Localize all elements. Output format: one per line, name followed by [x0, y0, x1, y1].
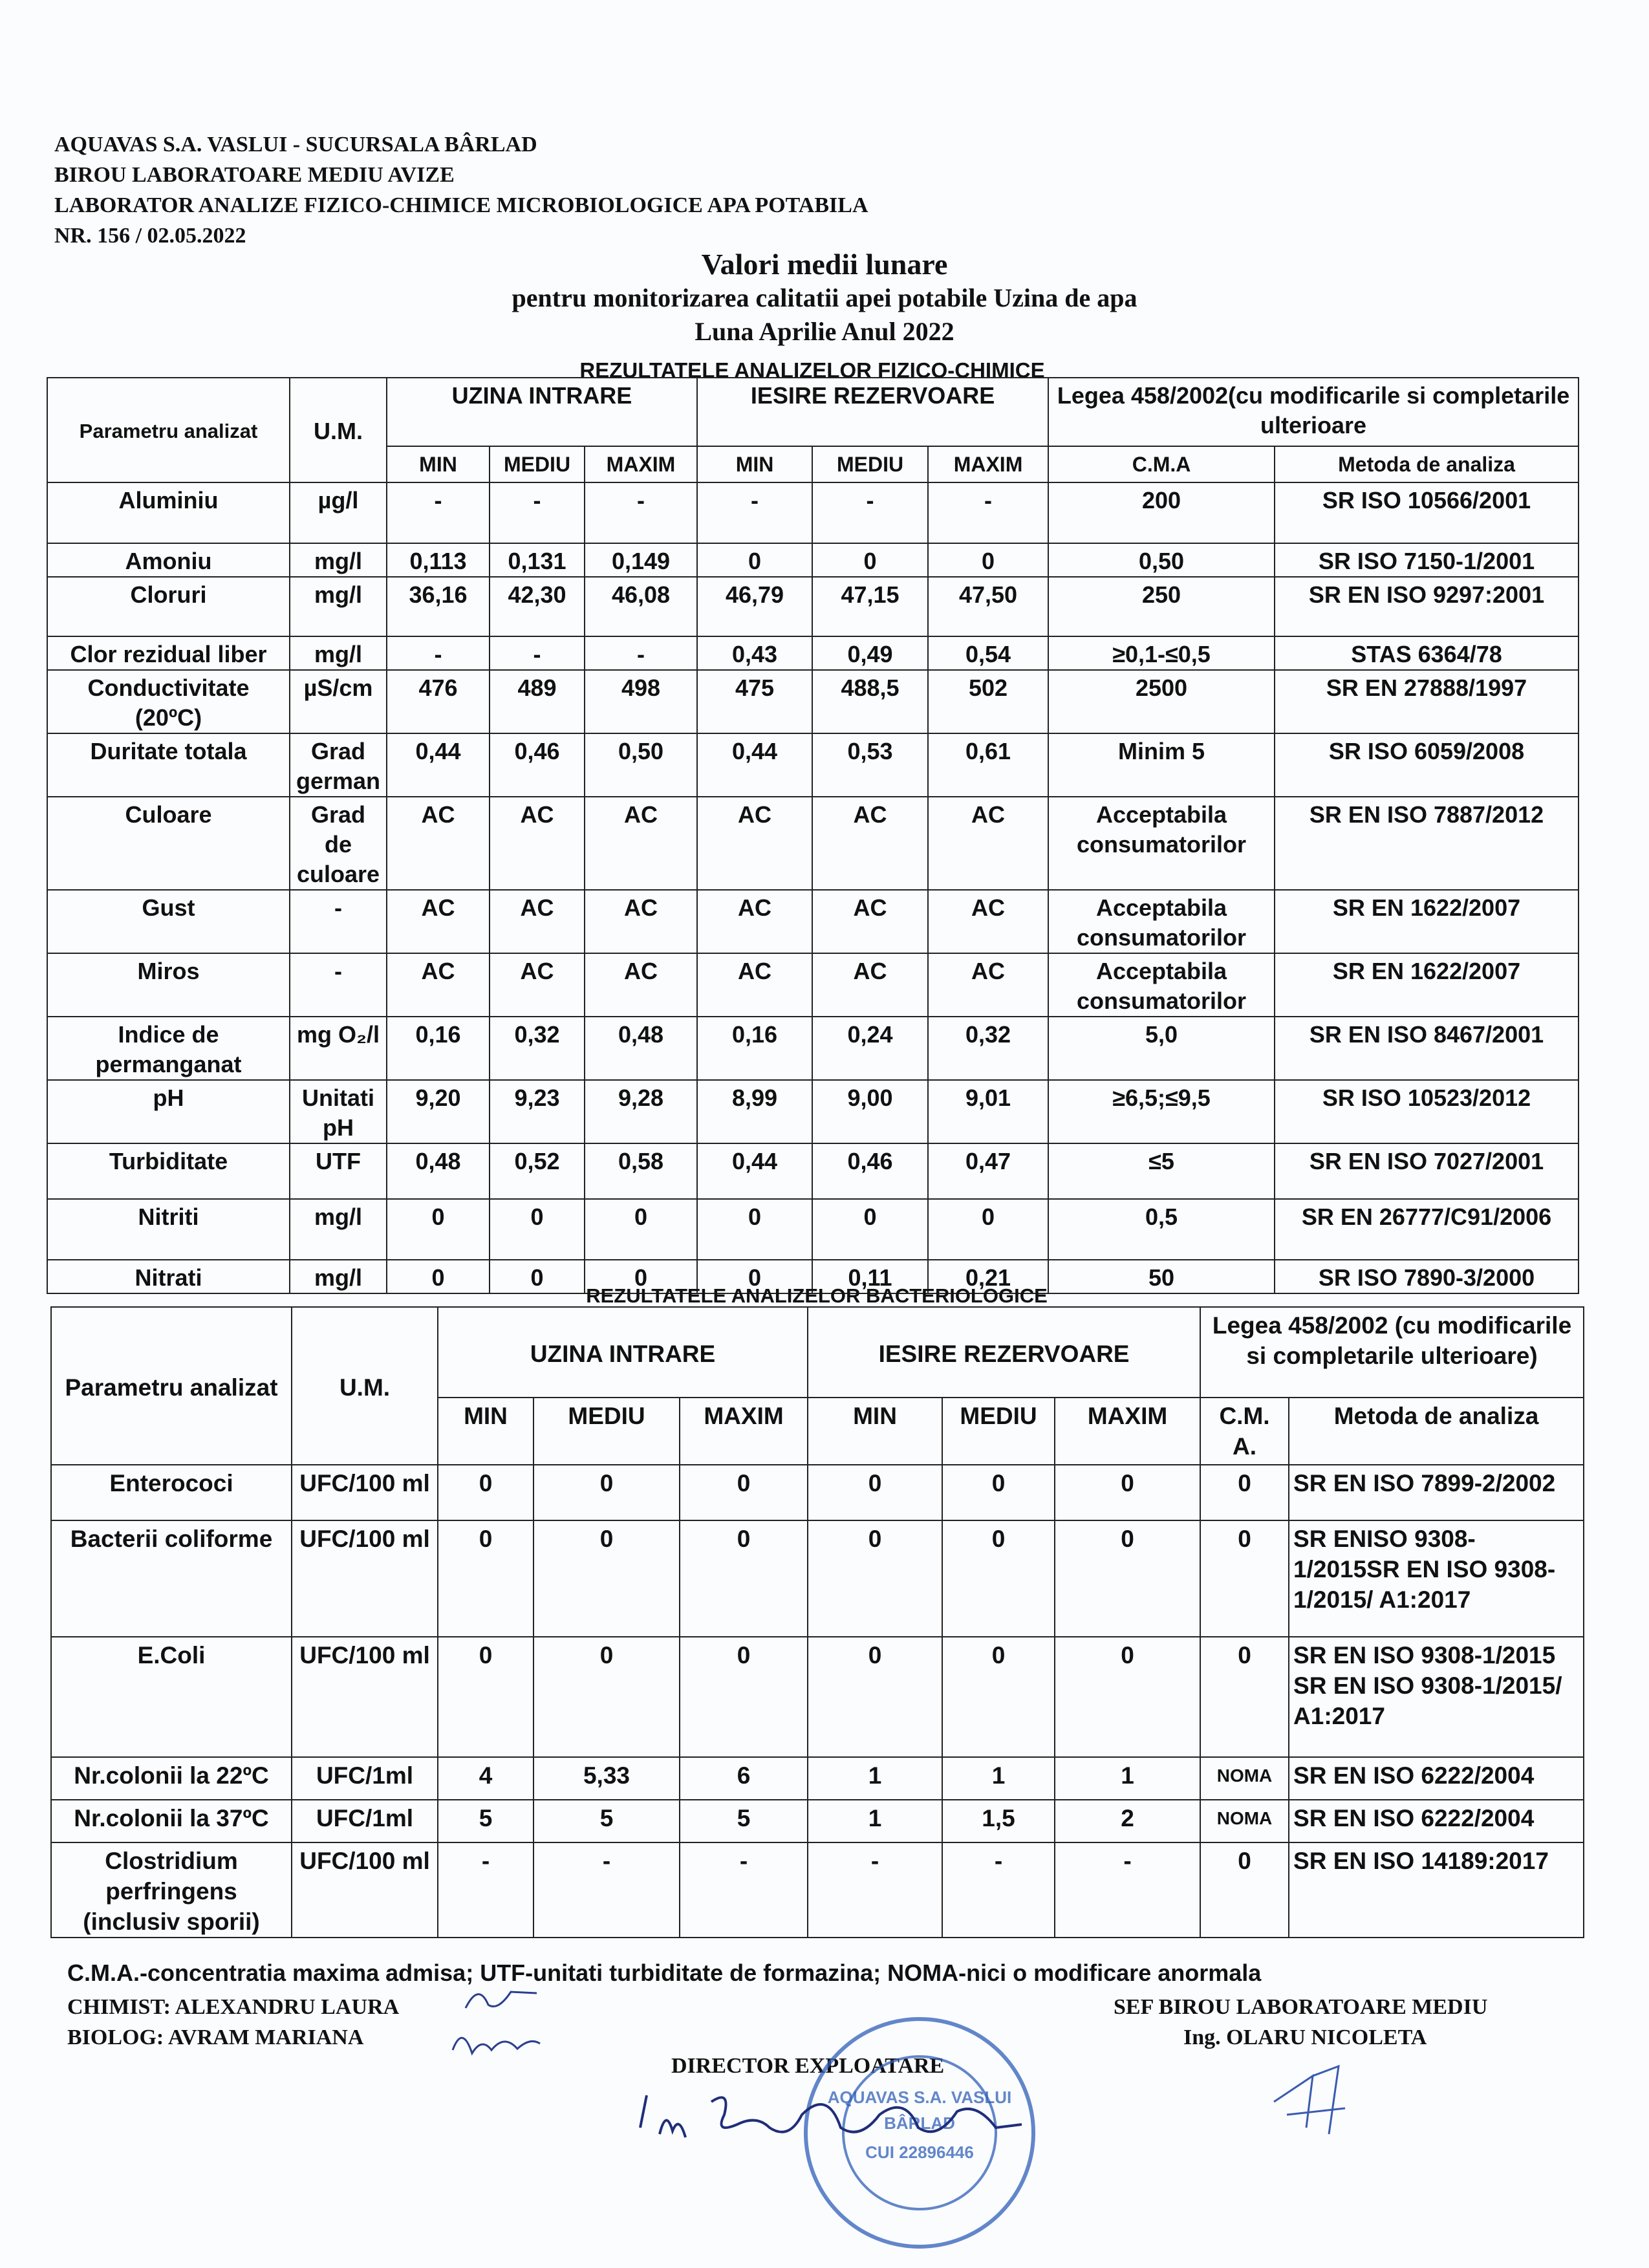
fc-cell-cma: 250 — [1048, 577, 1275, 636]
fc-cell-method: SR EN 1622/2007 — [1275, 953, 1579, 1017]
fc-cell-in-mean: 0,52 — [490, 1143, 585, 1199]
fc-header-reservoir-output: IESIRE REZERVOARE — [697, 378, 1048, 446]
fc-header-parameter: Parametru analizat — [47, 378, 290, 482]
fc-cell-out-max: 0,32 — [928, 1017, 1048, 1080]
bact-cell-cma: 0 — [1200, 1637, 1289, 1757]
fc-cell-in-max: - — [585, 482, 697, 543]
bact-row — [51, 1757, 1584, 1800]
fc-cell-method: SR ISO 7150-1/2001 — [1275, 543, 1579, 577]
fc-cell-in-min: 0 — [387, 1260, 490, 1293]
fc-cell-out-mean: 0 — [812, 1199, 928, 1260]
fc-cell-out-mean: 9,00 — [812, 1080, 928, 1143]
fc-cell-out-max: 0,54 — [928, 636, 1048, 670]
bact-cell-unit: UFC/1ml — [292, 1800, 438, 1842]
bact-header-unit: U.M. — [292, 1307, 438, 1465]
fc-cell-unit: mg/l — [290, 1260, 387, 1293]
fc-cell-in-max: 498 — [585, 670, 697, 733]
fc-cell-out-mean: AC — [812, 797, 928, 890]
bact-cell-cma: 0 — [1200, 1520, 1289, 1637]
fc-cell-in-min: AC — [387, 890, 490, 953]
bact-header-cma: C.M. A. — [1200, 1398, 1289, 1465]
fc-row — [47, 797, 1579, 890]
bact-header-method: Metoda de analiza — [1289, 1398, 1584, 1465]
bact-cell-unit: UFC/100 ml — [292, 1842, 438, 1938]
fc-cell-out-min: AC — [697, 953, 812, 1017]
fc-cell-in-min: 0,44 — [387, 733, 490, 797]
fc-header-mean: MEDIU — [812, 446, 928, 482]
bact-cell-unit: UFC/100 ml — [292, 1637, 438, 1757]
bact-cell-method: SR EN ISO 14189:2017 — [1289, 1842, 1584, 1938]
fc-cell-cma: Acceptabila consumatorilor — [1048, 953, 1275, 1017]
fc-cell-out-mean: 47,15 — [812, 577, 928, 636]
bact-cell-in-min: 0 — [438, 1465, 534, 1520]
fc-cell-in-min: 0,113 — [387, 543, 490, 577]
fc-cell-cma: 200 — [1048, 482, 1275, 543]
fc-cell-out-mean: 488,5 — [812, 670, 928, 733]
fc-cell-parameter: Clor rezidual liber — [47, 636, 290, 670]
fc-cell-parameter: Amoniu — [47, 543, 290, 577]
bact-row — [51, 1465, 1584, 1520]
bact-cell-in-mean: - — [534, 1842, 680, 1938]
fc-cell-out-min: 8,99 — [697, 1080, 812, 1143]
fc-cell-out-min: AC — [697, 890, 812, 953]
fc-cell-out-mean: 0,46 — [812, 1143, 928, 1199]
fc-row — [47, 953, 1579, 1017]
biologist-signature-line: BIOLOG: AVRAM MARIANA — [67, 2025, 364, 2049]
fc-header-method: Metoda de analiza — [1275, 446, 1579, 482]
fc-row — [47, 670, 1579, 733]
company-line: AQUAVAS S.A. VASLUI - SUCURSALA BÂRLAD — [54, 133, 537, 157]
fc-cell-out-max: AC — [928, 797, 1048, 890]
bact-row — [51, 1842, 1584, 1938]
bact-section-title: REZULTATELE ANALIZELOR BACTERIOLOGICE — [586, 1284, 1048, 1307]
fc-cell-out-min: 0 — [697, 1260, 812, 1293]
physico-chemical-table — [47, 377, 1579, 1294]
bact-cell-cma: 0 — [1200, 1842, 1289, 1938]
fc-cell-parameter: Nitrati — [47, 1260, 290, 1293]
fc-cell-unit: µg/l — [290, 482, 387, 543]
bact-header-min: MIN — [808, 1398, 942, 1465]
fc-cell-in-min: - — [387, 482, 490, 543]
fc-cell-in-mean: 0 — [490, 1199, 585, 1260]
fc-cell-out-min: 475 — [697, 670, 812, 733]
bact-header-law: Legea 458/2002 (cu modificarile si completarile ulterioare) — [1200, 1307, 1584, 1398]
svg-text:BÂRLAD: BÂRLAD — [884, 2113, 955, 2133]
fc-cell-unit: mg/l — [290, 543, 387, 577]
fc-row — [47, 1017, 1579, 1080]
fc-cell-cma: Minim 5 — [1048, 733, 1275, 797]
bact-cell-out-min: - — [808, 1842, 942, 1938]
bact-cell-method: SR EN ISO 9308-1/2015 SR EN ISO 9308-1/2015/ A1:2017 — [1289, 1637, 1584, 1757]
bact-cell-out-min: 0 — [808, 1520, 942, 1637]
fc-header-mean: MEDIU — [490, 446, 585, 482]
fc-cell-method: SR EN ISO 7027/2001 — [1275, 1143, 1579, 1199]
fc-cell-in-mean: 0,131 — [490, 543, 585, 577]
svg-text:AQUAVAS S.A. VASLUI: AQUAVAS S.A. VASLUI — [827, 2088, 1012, 2107]
bact-cell-method: SR EN ISO 7899-2/2002 — [1289, 1465, 1584, 1520]
fc-cell-parameter: Turbiditate — [47, 1143, 290, 1199]
fc-cell-in-max: AC — [585, 953, 697, 1017]
fc-cell-in-mean: 0 — [490, 1260, 585, 1293]
fc-cell-parameter: Aluminiu — [47, 482, 290, 543]
fc-cell-cma: ≤5 — [1048, 1143, 1275, 1199]
fc-cell-cma: 50 — [1048, 1260, 1275, 1293]
fc-header-max: MAXIM — [585, 446, 697, 482]
bact-cell-out-mean: 0 — [942, 1637, 1055, 1757]
fc-cell-method: SR ISO 6059/2008 — [1275, 733, 1579, 797]
bact-cell-in-max: 0 — [680, 1520, 808, 1637]
bact-cell-in-min: 4 — [438, 1757, 534, 1800]
lab-line: LABORATOR ANALIZE FIZICO-CHIMICE MICROBIOLOGICE APA POTABILA — [54, 193, 868, 217]
chief-name: Ing. OLARU NICOLETA — [1183, 2025, 1427, 2049]
bact-cell-out-min: 1 — [808, 1800, 942, 1842]
fc-cell-out-max: 0,21 — [928, 1260, 1048, 1293]
fc-cell-in-max: 0,149 — [585, 543, 697, 577]
bact-header-max: MAXIM — [680, 1398, 808, 1465]
fc-row — [47, 733, 1579, 797]
fc-cell-in-max: 0 — [585, 1260, 697, 1293]
fc-cell-parameter: Nitriti — [47, 1199, 290, 1260]
svg-text:CUI 22896446: CUI 22896446 — [865, 2143, 974, 2162]
bact-cell-in-max: 5 — [680, 1800, 808, 1842]
fc-cell-method: SR EN 1622/2007 — [1275, 890, 1579, 953]
document-header — [54, 129, 868, 251]
chemist-signature-line: CHIMIST: ALEXANDRU LAURA — [67, 1995, 400, 2019]
fc-cell-in-mean: AC — [490, 797, 585, 890]
fc-row — [47, 636, 1579, 670]
fc-cell-out-min: AC — [697, 797, 812, 890]
fc-header-unit: U.M. — [290, 378, 387, 482]
fc-header-min: MIN — [697, 446, 812, 482]
fc-cell-out-max: 0 — [928, 543, 1048, 577]
fc-section-title: REZULTATELE ANALIZELOR FIZICO-CHIMICE — [579, 358, 1045, 382]
fc-cell-in-mean: 42,30 — [490, 577, 585, 636]
fc-cell-method: SR ISO 10566/2001 — [1275, 482, 1579, 543]
fc-cell-in-mean: - — [490, 636, 585, 670]
fc-cell-out-mean: - — [812, 482, 928, 543]
abbreviations-note: C.M.A.-concentratia maxima admisa; UTF-unitati turbiditate de formazina; NOMA-nici o modificare anormala — [67, 1960, 1262, 1986]
chemist-signature — [459, 1979, 543, 2018]
fc-cell-in-max: - — [585, 636, 697, 670]
bact-cell-parameter: Nr.colonii la 37ºC — [51, 1800, 292, 1842]
fc-cell-parameter: Miros — [47, 953, 290, 1017]
fc-cell-method: SR ISO 10523/2012 — [1275, 1080, 1579, 1143]
fc-cell-out-mean: 0,49 — [812, 636, 928, 670]
fc-row — [47, 1199, 1579, 1260]
bact-cell-cma: NOMA — [1200, 1800, 1289, 1842]
fc-cell-in-max: AC — [585, 797, 697, 890]
bact-cell-in-mean: 0 — [534, 1465, 680, 1520]
bact-cell-out-max: 2 — [1055, 1800, 1200, 1842]
bact-cell-in-mean: 0 — [534, 1520, 680, 1637]
fc-cell-method: SR EN 27888/1997 — [1275, 670, 1579, 733]
fc-cell-unit: mg O₂/l — [290, 1017, 387, 1080]
fc-cell-in-max: 46,08 — [585, 577, 697, 636]
office-line: BIROU LABORATOARE MEDIU AVIZE — [54, 163, 455, 187]
fc-cell-in-max: 9,28 — [585, 1080, 697, 1143]
fc-cell-out-max: 0 — [928, 1199, 1048, 1260]
bact-cell-parameter: Bacterii coliforme — [51, 1520, 292, 1637]
fc-cell-parameter: Cloruri — [47, 577, 290, 636]
bact-table-body — [51, 1465, 1584, 1938]
fc-cell-method: SR ISO 7890-3/2000 — [1275, 1260, 1579, 1293]
fc-cell-method: STAS 6364/78 — [1275, 636, 1579, 670]
bact-header-reservoir-output: IESIRE REZERVOARE — [808, 1307, 1200, 1398]
fc-cell-unit: µS/cm — [290, 670, 387, 733]
bact-cell-in-min: 0 — [438, 1637, 534, 1757]
bact-header-max: MAXIM — [1055, 1398, 1200, 1465]
fc-cell-in-min: 476 — [387, 670, 490, 733]
fc-row — [47, 577, 1579, 636]
fc-cell-cma: 2500 — [1048, 670, 1275, 733]
bact-cell-out-mean: - — [942, 1842, 1055, 1938]
fc-cell-parameter: Culoare — [47, 797, 290, 890]
fc-cell-unit: mg/l — [290, 1199, 387, 1260]
bact-cell-out-max: 0 — [1055, 1465, 1200, 1520]
fc-cell-method: SR EN ISO 9297:2001 — [1275, 577, 1579, 636]
bact-cell-out-mean: 1,5 — [942, 1800, 1055, 1842]
fc-cell-unit: Grad german — [290, 733, 387, 797]
fc-cell-out-max: AC — [928, 890, 1048, 953]
fc-cell-out-mean: 0,53 — [812, 733, 928, 797]
fc-cell-parameter: Gust — [47, 890, 290, 953]
fc-cell-in-max: 0,58 — [585, 1143, 697, 1199]
bacteriological-table — [50, 1306, 1584, 1938]
page-subtitle: pentru monitorizarea calitatii apei potabile Uzina de apa — [512, 283, 1137, 312]
fc-cell-out-min: 0 — [697, 543, 812, 577]
document-titles — [0, 248, 1649, 349]
fc-cell-in-mean: 9,23 — [490, 1080, 585, 1143]
fc-cell-in-mean: 0,32 — [490, 1017, 585, 1080]
fc-cell-out-min: 0,44 — [697, 1143, 812, 1199]
fc-header-max: MAXIM — [928, 446, 1048, 482]
fc-row — [47, 1080, 1579, 1143]
bact-cell-in-max: - — [680, 1842, 808, 1938]
bact-row — [51, 1520, 1584, 1637]
fc-cell-in-max: 0,48 — [585, 1017, 697, 1080]
fc-cell-out-mean: 0 — [812, 543, 928, 577]
bact-cell-in-max: 0 — [680, 1637, 808, 1757]
bact-cell-out-mean: 0 — [942, 1465, 1055, 1520]
bact-row — [51, 1800, 1584, 1842]
bact-cell-in-max: 6 — [680, 1757, 808, 1800]
fc-cell-unit: - — [290, 890, 387, 953]
bact-cell-out-max: 1 — [1055, 1757, 1200, 1800]
fc-cell-out-mean: 0,24 — [812, 1017, 928, 1080]
fc-cell-out-max: 0,61 — [928, 733, 1048, 797]
bact-cell-in-max: 0 — [680, 1465, 808, 1520]
fc-cell-in-mean: 0,46 — [490, 733, 585, 797]
bact-cell-unit: UFC/100 ml — [292, 1465, 438, 1520]
bact-cell-in-mean: 0 — [534, 1637, 680, 1757]
bact-header-mean: MEDIU — [942, 1398, 1055, 1465]
fc-cell-out-min: 0,16 — [697, 1017, 812, 1080]
bact-cell-parameter: Clostridium perfringens (inclusiv sporii) — [51, 1842, 292, 1938]
fc-cell-in-mean: AC — [490, 953, 585, 1017]
fc-cell-out-min: 0,44 — [697, 733, 812, 797]
bact-cell-method: SR EN ISO 6222/2004 — [1289, 1800, 1584, 1842]
fc-cell-cma: 5,0 — [1048, 1017, 1275, 1080]
bact-cell-cma: NOMA — [1200, 1757, 1289, 1800]
fc-cell-out-min: - — [697, 482, 812, 543]
fc-cell-cma: Acceptabila consumatorilor — [1048, 797, 1275, 890]
fc-cell-cma: ≥0,1-≤0,5 — [1048, 636, 1275, 670]
director-signature — [634, 2076, 1054, 2154]
fc-cell-unit: Unitati pH — [290, 1080, 387, 1143]
fc-cell-out-max: AC — [928, 953, 1048, 1017]
bact-cell-out-max: 0 — [1055, 1637, 1200, 1757]
bact-cell-method: SR ENISO 9308-1/2015SR EN ISO 9308-1/2015/ A1:2017 — [1289, 1520, 1584, 1637]
fc-cell-in-min: AC — [387, 953, 490, 1017]
fc-cell-in-min: 0,48 — [387, 1143, 490, 1199]
bact-cell-parameter: Enterococi — [51, 1465, 292, 1520]
fc-row — [47, 543, 1579, 577]
bact-cell-parameter: Nr.colonii la 22ºC — [51, 1757, 292, 1800]
fc-cell-in-min: AC — [387, 797, 490, 890]
fc-cell-in-min: 0,16 — [387, 1017, 490, 1080]
fc-cell-parameter: Duritate totala — [47, 733, 290, 797]
fc-cell-out-min: 46,79 — [697, 577, 812, 636]
fc-cell-unit: mg/l — [290, 577, 387, 636]
fc-cell-unit: Grad de culoare — [290, 797, 387, 890]
fc-row — [47, 1143, 1579, 1199]
bact-cell-out-mean: 1 — [942, 1757, 1055, 1800]
bact-cell-in-mean: 5,33 — [534, 1757, 680, 1800]
fc-cell-parameter: Conductivitate (20ºC) — [47, 670, 290, 733]
bact-cell-out-max: - — [1055, 1842, 1200, 1938]
fc-table-body — [47, 482, 1579, 1293]
bact-header-plant-input: UZINA INTRARE — [438, 1307, 808, 1398]
fc-cell-out-max: 502 — [928, 670, 1048, 733]
bact-cell-unit: UFC/100 ml — [292, 1520, 438, 1637]
fc-cell-out-min: 0 — [697, 1199, 812, 1260]
bact-cell-in-min: 5 — [438, 1800, 534, 1842]
bact-cell-out-max: 0 — [1055, 1520, 1200, 1637]
fc-header-cma: C.M.A — [1048, 446, 1275, 482]
fc-row — [47, 482, 1579, 543]
bact-cell-unit: UFC/1ml — [292, 1757, 438, 1800]
fc-header-plant-input: UZINA INTRARE — [387, 378, 697, 446]
fc-cell-out-mean: AC — [812, 953, 928, 1017]
bact-cell-parameter: E.Coli — [51, 1637, 292, 1757]
bact-cell-in-mean: 5 — [534, 1800, 680, 1842]
fc-cell-cma: ≥6,5;≤9,5 — [1048, 1080, 1275, 1143]
bact-cell-in-min: 0 — [438, 1520, 534, 1637]
fc-cell-cma: 0,50 — [1048, 543, 1275, 577]
fc-cell-in-max: 0 — [585, 1199, 697, 1260]
bact-cell-cma: 0 — [1200, 1465, 1289, 1520]
fc-cell-method: SR EN 26777/C91/2006 — [1275, 1199, 1579, 1260]
fc-cell-cma: 0,5 — [1048, 1199, 1275, 1260]
period-label: Luna Aprilie Anul 2022 — [695, 317, 954, 346]
bact-row — [51, 1637, 1584, 1757]
fc-cell-out-max: 9,01 — [928, 1080, 1048, 1143]
bact-cell-out-min: 0 — [808, 1465, 942, 1520]
fc-cell-in-max: 0,50 — [585, 733, 697, 797]
document-number: NR. 156 / 02.05.2022 — [54, 224, 246, 248]
bact-cell-out-min: 1 — [808, 1757, 942, 1800]
fc-cell-unit: mg/l — [290, 636, 387, 670]
page-title: Valori medii lunare — [701, 248, 948, 281]
fc-cell-out-min: 0,43 — [697, 636, 812, 670]
fc-cell-out-mean: 0,11 — [812, 1260, 928, 1293]
fc-cell-in-min: 0 — [387, 1199, 490, 1260]
fc-cell-out-max: 0,47 — [928, 1143, 1048, 1199]
fc-cell-out-mean: AC — [812, 890, 928, 953]
fc-cell-method: SR EN ISO 7887/2012 — [1275, 797, 1579, 890]
fc-cell-in-mean: 489 — [490, 670, 585, 733]
chief-title: SEF BIROU LABORATOARE MEDIU — [1114, 1995, 1488, 2019]
fc-cell-unit: - — [290, 953, 387, 1017]
bact-cell-out-min: 0 — [808, 1637, 942, 1757]
fc-cell-out-max: - — [928, 482, 1048, 543]
bact-header-parameter: Parametru analizat — [51, 1307, 292, 1465]
fc-cell-parameter: pH — [47, 1080, 290, 1143]
director-title: DIRECTOR EXPLOATARE — [671, 2054, 945, 2078]
bact-cell-in-min: - — [438, 1842, 534, 1938]
fc-cell-method: SR EN ISO 8467/2001 — [1275, 1017, 1579, 1080]
fc-header-law: Legea 458/2002(cu modificarile si completarile ulterioare — [1048, 378, 1579, 446]
bact-cell-out-mean: 0 — [942, 1520, 1055, 1637]
fc-cell-in-min: - — [387, 636, 490, 670]
chief-signature — [1267, 2063, 1358, 2141]
bact-cell-method: SR EN ISO 6222/2004 — [1289, 1757, 1584, 1800]
fc-cell-parameter: Indice de permanganat — [47, 1017, 290, 1080]
fc-cell-in-mean: AC — [490, 890, 585, 953]
fc-cell-in-max: AC — [585, 890, 697, 953]
fc-cell-unit: UTF — [290, 1143, 387, 1199]
bact-header-min: MIN — [438, 1398, 534, 1465]
bact-header-mean: MEDIU — [534, 1398, 680, 1465]
biologist-signature — [446, 2018, 543, 2063]
fc-cell-cma: Acceptabila consumatorilor — [1048, 890, 1275, 953]
fc-cell-in-min: 36,16 — [387, 577, 490, 636]
fc-row — [47, 890, 1579, 953]
fc-header-min: MIN — [387, 446, 490, 482]
fc-cell-out-max: 47,50 — [928, 577, 1048, 636]
fc-cell-in-mean: - — [490, 482, 585, 543]
fc-cell-in-min: 9,20 — [387, 1080, 490, 1143]
